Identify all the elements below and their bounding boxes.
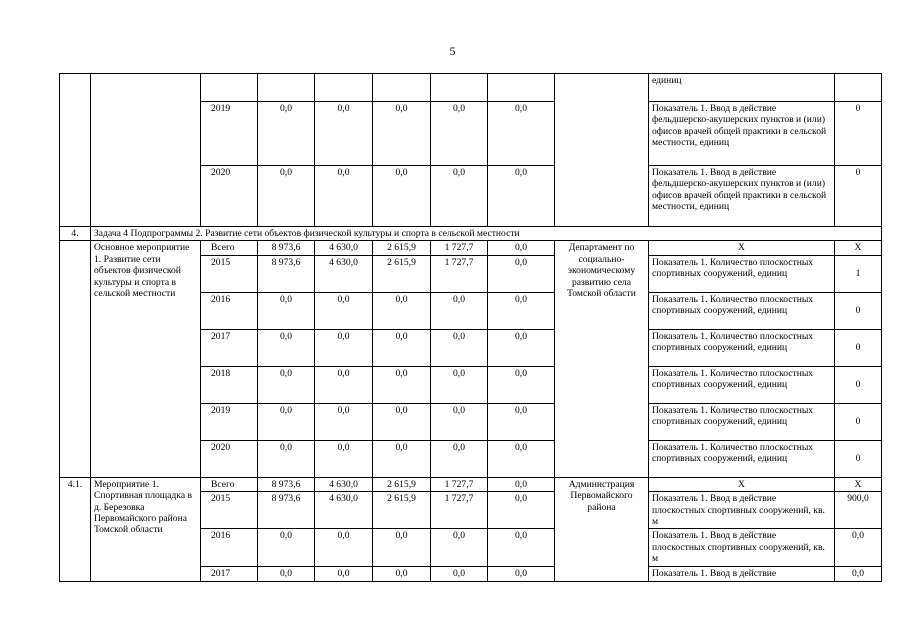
event-name: Мероприятие 1. Спортивная площадка в д. Березовка Первомайского района Томской области [91, 477, 201, 581]
indicator-cell: Показатель 1. Ввод в действие плоскостных спортивных сооружений, кв. м [649, 529, 835, 566]
table-row: 2020 0,0 0,0 0,0 0,0 0,0 Показатель 1. Количество плоскостных спортивных сооружений, единиц 0 [60, 440, 882, 477]
table-row: 2019 0,0 0,0 0,0 0,0 0,0 Показатель 1. Количество плоскостных спортивных сооружений, единиц 0 [60, 403, 882, 440]
table-row: 2019 0,0 0,0 0,0 0,0 0,0 Показатель 1. Ввод в действие фельдшерско-акушерских пунктов и (или) офисов врачей общей практики в сельской местности, единиц 0 [60, 102, 882, 166]
indicator-cell: Показатель 1. Количество плоскостных спортивных сооружений, единиц [649, 292, 835, 329]
indicator-cell: Показатель 1. Количество плоскостных спортивных сооружений, единиц [649, 403, 835, 440]
table-row: 2018 0,0 0,0 0,0 0,0 0,0 Показатель 1. Количество плоскостных спортивных сооружений, единиц 0 [60, 366, 882, 403]
indicator-cell: единиц [649, 74, 835, 102]
table-row: 2016 0,0 0,0 0,0 0,0 0,0 Показатель 1. Ввод в действие плоскостных спортивных сооружений, кв. м 0,0 [60, 529, 882, 566]
table-row: Основное мероприятие 1. Развитие сети объектов физической культуры и спорта в сельской местности Всего 8 973,6 4 630,0 2 615,9 1 727,7 0,0 Департамент по социально-экономическому развитию села Томской области Х Х [60, 241, 882, 255]
indicator-cell: Показатель 1. Количество плоскостных спортивных сооружений, единиц [649, 440, 835, 477]
indicator-cell: Показатель 1. Ввод в действие [649, 566, 835, 581]
page-number: 5 [449, 44, 456, 58]
table-row [60, 74, 882, 102]
task-number: 4. [60, 227, 91, 241]
table-row: 2017 0,0 0,0 0,0 0,0 0,0 Показатель 1. Количество плоскостных спортивных сооружений, единиц 0 [60, 329, 882, 366]
table-row: 2016 0,0 0,0 0,0 0,0 0,0 Показатель 1. Количество плоскостных спортивных сооружений, единиц 0 [60, 292, 882, 329]
executor: Департамент по социально-экономическому развитию села Томской области [555, 241, 649, 477]
indicator-cell: Показатель 1. Ввод в действие плоскостных спортивных сооружений, кв. м [649, 492, 835, 529]
indicator-cell: Показатель 1. Ввод в действие фельдшерско-акушерских пунктов и (или) офисов врачей общей практики в сельской местности, единиц [649, 166, 835, 227]
event-number: 4.1. [60, 477, 91, 581]
indicator-cell: Показатель 1. Ввод в действие фельдшерско-акушерских пунктов и (или) офисов врачей общей практики в сельской местности, единиц [649, 102, 835, 166]
indicator-cell: Показатель 1. Количество плоскостных спортивных сооружений, единиц [649, 255, 835, 292]
table-row: 2017 0,0 0,0 0,0 0,0 0,0 Показатель 1. Ввод в действие 0,0 [60, 566, 882, 581]
program-table [59, 73, 882, 582]
task-title: Задача 4 Подпрограммы 2. Развитие сети объектов физической культуры и спорта в сельской местности [91, 227, 882, 241]
table-row: 4.1. Мероприятие 1. Спортивная площадка в д. Березовка Первомайского района Томской области Всего 8 973,6 4 630,0 2 615,9 1 727,7 0,0 Администрация Первомайского района Х Х [60, 477, 882, 491]
table-row: 2015 8 973,6 4 630,0 2 615,9 1 727,7 0,0 Показатель 1. Количество плоскостных спортивных сооружений, единиц 1 [60, 255, 882, 292]
indicator-cell: Показатель 1. Количество плоскостных спортивных сооружений, единиц [649, 329, 835, 366]
indicator-cell: Показатель 1. Количество плоскостных спортивных сооружений, единиц [649, 366, 835, 403]
table-row: 2020 0,0 0,0 0,0 0,0 0,0 Показатель 1. Ввод в действие фельдшерско-акушерских пунктов и (или) офисов врачей общей практики в сельской местности, единиц 0 [60, 166, 882, 227]
task-row [60, 227, 882, 241]
executor: Администрация Первомайского района [555, 477, 649, 581]
table-row: 2015 8 973,6 4 630,0 2 615,9 1 727,7 0,0 Показатель 1. Ввод в действие плоскостных спортивных сооружений, кв. м 900,0 [60, 492, 882, 529]
event-name: Основное мероприятие 1. Развитие сети объектов физической культуры и спорта в сельской местности [91, 241, 201, 477]
